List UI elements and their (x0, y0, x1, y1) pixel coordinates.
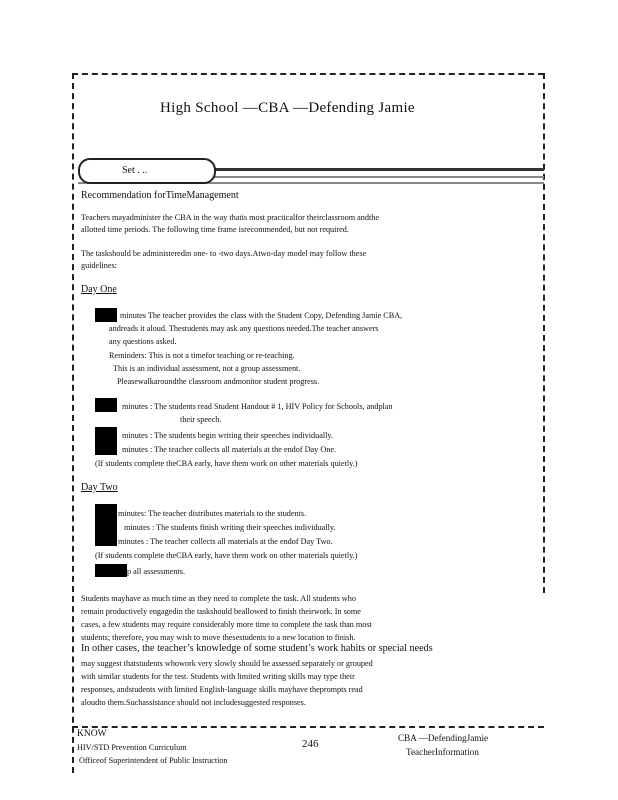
page-title: High School —CBA —Defending Jamie (160, 100, 415, 116)
d2-line4: (If students complete theCBA early, have them work on other materials quietly.) (95, 551, 358, 560)
d1b-line2: their speech. (180, 415, 222, 424)
p4-line2: with similar students for the test. Students with limited writing skills may type their (81, 672, 355, 681)
section-tab (78, 158, 216, 184)
d1-individual: This is an individual assessment, not a group assessment. (113, 364, 301, 373)
page-number: 246 (302, 738, 319, 750)
day-two-heading: Day Two (81, 482, 118, 493)
d1b-line1: minutes : The students read Student Handout # 1, HIV Policy for Schools, andplan (122, 402, 393, 411)
p4-line4: aloudto them.Suchassistance should not includesuggested responses. (81, 698, 306, 707)
p1-line2: allotted time periods. The following time frame isrecommended, but not required. (81, 225, 349, 234)
redaction (95, 398, 117, 412)
p4-line3: responses, andstudents with limited English-language skills mayhave theprompts read (81, 685, 363, 694)
redaction (95, 308, 117, 322)
footer-office: Officeof Superintendent of Public Instruction (79, 756, 228, 765)
tab-rule-thin (212, 176, 544, 178)
tab-rule (212, 168, 544, 171)
p1-line1: Teachers mayadminister the CBA in the way thatis most practicalfor theirclassroom andthe (81, 213, 379, 222)
d2-line5: p all assessments. (127, 567, 185, 576)
footer-cba-title: CBA —DefendingJamie (398, 733, 489, 743)
recommendation-heading: Recommendation forTimeManagement (81, 190, 239, 201)
d1b-line4: minutes : The teacher collects all materials at the endof Day One. (122, 445, 337, 454)
p3-line2: remain productively engagedin the taskshould beallowed to finish theirwork. In some (81, 607, 361, 616)
day-one-heading: Day One (81, 284, 117, 295)
footer-border (72, 726, 544, 728)
p3-line1: Students mayhave as much time as they need to complete the task. All students who (81, 594, 356, 603)
redaction (95, 427, 117, 455)
d2-line1: minutes: The teacher distributes materials to the students. (118, 509, 307, 518)
d1-line2: andreads it aloud. Thestudents may ask any questions needed.The teacher answers (109, 324, 379, 333)
d1-line1: minutes The teacher provides the class with the Student Copy, Defending Jamie CBA, (120, 311, 403, 320)
footer-know: KNOW (77, 729, 107, 739)
redaction (95, 564, 127, 577)
redaction (95, 504, 117, 546)
d1-line3: any questions asked. (109, 337, 177, 346)
p3-line4: students; therefore, you may wish to move thesestudents to a new location to finish. (81, 633, 356, 642)
d2-line3: minutes : The teacher collects all materials at the endof Day Two. (118, 537, 333, 546)
left-border (72, 73, 74, 773)
p4-line1: may suggest thatstudents whowork very slowly should be assessed separately or grouped (81, 659, 373, 668)
p2-line2: guidelines: (81, 261, 117, 270)
footer-curriculum: HIV/STD Prevention Curriculum (77, 743, 187, 752)
p2-line1: The taskshould be administeredin one- to -two days.Atwo-day model may follow these (81, 249, 367, 258)
d1-walk-around: Pleasewalkaroundthe classroom andmonitor student progress. (117, 377, 320, 386)
d1b-line3: minutes : The students begin writing their speeches individually. (122, 431, 334, 440)
p3-large-line: In other cases, the teacher’s knowledge of some student’s work habits or special needs (81, 643, 433, 654)
footer-teacher-info: TeacherInformation (406, 747, 479, 757)
d2-line2: minutes : The students finish writing their speeches individually. (124, 523, 336, 532)
p3-line3: cases, a few students may require considerably more time to complete the task than most (81, 620, 372, 629)
top-border (72, 73, 544, 75)
d1-reminders: Reminders: This is not a timefor teaching or re-teaching. (109, 351, 295, 360)
right-border (543, 73, 545, 593)
section-tab-label: Set . .. (122, 165, 148, 176)
d1b-line5: (If students complete theCBA early, have them work on other materials quietly.) (95, 459, 358, 468)
